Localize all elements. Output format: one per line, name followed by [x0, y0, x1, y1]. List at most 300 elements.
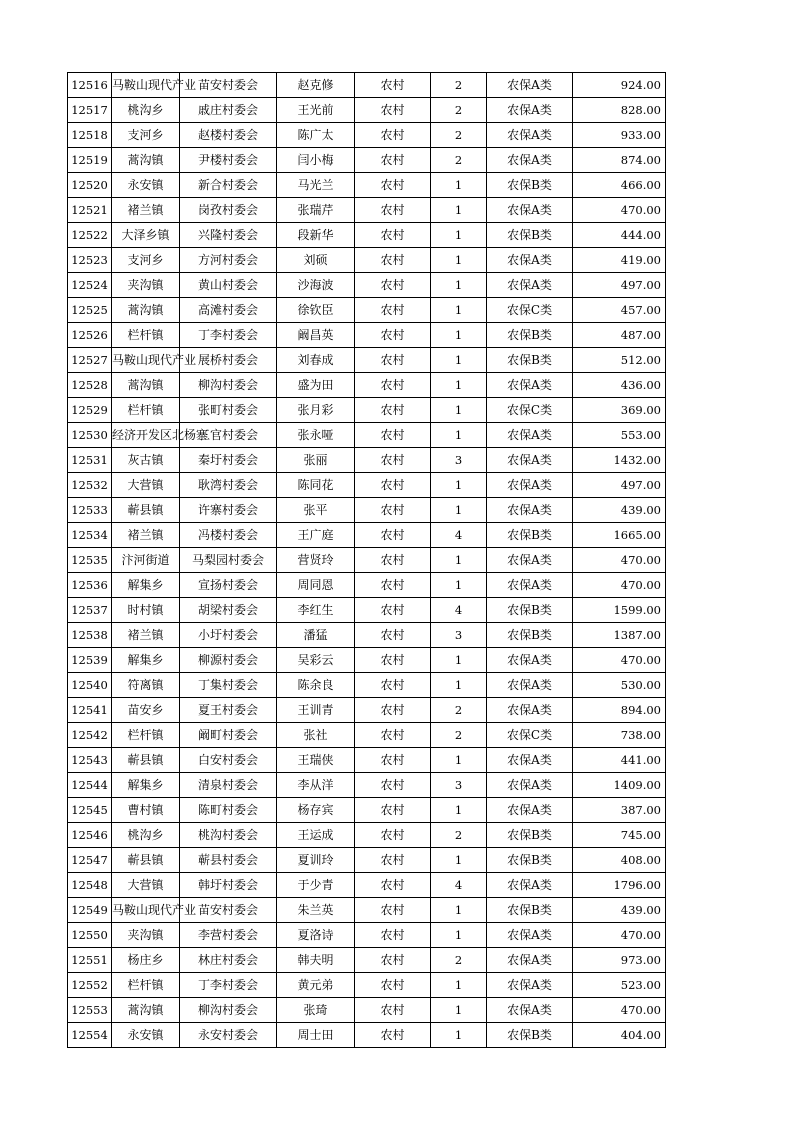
cell-household-count: 4	[431, 523, 487, 548]
cell-household-count: 1	[431, 398, 487, 423]
cell-area-type: 农村	[355, 223, 431, 248]
cell-amount: 497.00	[573, 473, 666, 498]
cell-person-name: 张永哑	[277, 423, 355, 448]
cell-amount: 530.00	[573, 673, 666, 698]
cell-person-name: 周同恩	[277, 573, 355, 598]
cell-insurance-category: 农保A类	[487, 473, 573, 498]
cell-village-committee: 李营村委会	[180, 923, 277, 948]
table-row	[68, 373, 666, 398]
cell-insurance-category: 农保A类	[487, 273, 573, 298]
cell-household-count: 1	[431, 323, 487, 348]
table-row	[68, 773, 666, 798]
cell-household-count: 3	[431, 448, 487, 473]
cell-person-name: 杨存宾	[277, 798, 355, 823]
cell-amount: 874.00	[573, 148, 666, 173]
cell-village-committee: 韩圩村委会	[180, 873, 277, 898]
cell-insurance-category: 农保A类	[487, 423, 573, 448]
cell-insurance-category: 农保C类	[487, 298, 573, 323]
cell-township: 栏杆镇	[112, 323, 180, 348]
cell-household-count: 1	[431, 223, 487, 248]
cell-household-count: 1	[431, 573, 487, 598]
cell-insurance-category: 农保A类	[487, 373, 573, 398]
cell-household-count: 2	[431, 948, 487, 973]
cell-amount: 470.00	[573, 648, 666, 673]
cell-record-id: 12538	[68, 623, 112, 648]
cell-village-committee: 岗孜村委会	[180, 198, 277, 223]
table-row	[68, 723, 666, 748]
cell-area-type: 农村	[355, 748, 431, 773]
cell-person-name: 王广庭	[277, 523, 355, 548]
cell-village-committee: 冯楼村委会	[180, 523, 277, 548]
cell-insurance-category: 农保A类	[487, 98, 573, 123]
cell-township: 解集乡	[112, 573, 180, 598]
cell-person-name: 闫小梅	[277, 148, 355, 173]
cell-area-type: 农村	[355, 773, 431, 798]
cell-person-name: 周士田	[277, 1023, 355, 1048]
cell-record-id: 12542	[68, 723, 112, 748]
cell-record-id: 12536	[68, 573, 112, 598]
cell-village-committee: 宣扬村委会	[180, 573, 277, 598]
cell-area-type: 农村	[355, 998, 431, 1023]
records-table	[67, 72, 666, 1048]
cell-record-id: 12522	[68, 223, 112, 248]
cell-household-count: 4	[431, 873, 487, 898]
cell-amount: 933.00	[573, 123, 666, 148]
table-row	[68, 573, 666, 598]
cell-amount: 523.00	[573, 973, 666, 998]
cell-village-committee: 柳沟村委会	[180, 373, 277, 398]
cell-insurance-category: 农保B类	[487, 323, 573, 348]
cell-insurance-category: 农保A类	[487, 573, 573, 598]
cell-person-name: 陈同花	[277, 473, 355, 498]
cell-area-type: 农村	[355, 323, 431, 348]
cell-insurance-category: 农保A类	[487, 698, 573, 723]
cell-record-id: 12521	[68, 198, 112, 223]
cell-person-name: 阚昌英	[277, 323, 355, 348]
cell-insurance-category: 农保A类	[487, 973, 573, 998]
cell-person-name: 营贤玲	[277, 548, 355, 573]
table-row	[68, 223, 666, 248]
table-row	[68, 998, 666, 1023]
cell-area-type: 农村	[355, 298, 431, 323]
cell-village-committee: 林庄村委会	[180, 948, 277, 973]
cell-amount: 470.00	[573, 998, 666, 1023]
cell-area-type: 农村	[355, 898, 431, 923]
cell-township: 蕲县镇	[112, 748, 180, 773]
cell-amount: 924.00	[573, 73, 666, 98]
cell-record-id: 12527	[68, 348, 112, 373]
cell-township: 马鞍山现代产业	[112, 348, 180, 373]
cell-insurance-category: 农保A类	[487, 448, 573, 473]
table-row	[68, 523, 666, 548]
cell-area-type: 农村	[355, 923, 431, 948]
cell-amount: 497.00	[573, 273, 666, 298]
table-row	[68, 623, 666, 648]
cell-area-type: 农村	[355, 173, 431, 198]
cell-village-committee: 苗安村委会	[180, 898, 277, 923]
cell-amount: 1599.00	[573, 598, 666, 623]
cell-village-committee: 张町村委会	[180, 398, 277, 423]
table-row	[68, 473, 666, 498]
cell-area-type: 农村	[355, 548, 431, 573]
cell-person-name: 张平	[277, 498, 355, 523]
cell-township: 时村镇	[112, 598, 180, 623]
cell-household-count: 1	[431, 273, 487, 298]
cell-village-committee: 黄山村委会	[180, 273, 277, 298]
cell-record-id: 12545	[68, 798, 112, 823]
cell-household-count: 2	[431, 123, 487, 148]
cell-record-id: 12523	[68, 248, 112, 273]
cell-insurance-category: 农保A类	[487, 948, 573, 973]
cell-township: 栏杆镇	[112, 973, 180, 998]
cell-area-type: 农村	[355, 723, 431, 748]
table-row	[68, 873, 666, 898]
cell-household-count: 1	[431, 348, 487, 373]
cell-person-name: 夏训玲	[277, 848, 355, 873]
cell-amount: 404.00	[573, 1023, 666, 1048]
table-row	[68, 848, 666, 873]
cell-household-count: 2	[431, 148, 487, 173]
table-row	[68, 798, 666, 823]
cell-household-count: 1	[431, 673, 487, 698]
cell-record-id: 12541	[68, 698, 112, 723]
table-row	[68, 548, 666, 573]
cell-person-name: 刘春成	[277, 348, 355, 373]
cell-amount: 439.00	[573, 498, 666, 523]
cell-amount: 470.00	[573, 573, 666, 598]
cell-township: 蕲县镇	[112, 848, 180, 873]
cell-township: 桃沟乡	[112, 98, 180, 123]
table-row	[68, 348, 666, 373]
cell-area-type: 农村	[355, 448, 431, 473]
records-body	[68, 73, 666, 1048]
cell-amount: 439.00	[573, 898, 666, 923]
cell-township: 永安镇	[112, 1023, 180, 1048]
cell-record-id: 12540	[68, 673, 112, 698]
table-row	[68, 298, 666, 323]
cell-record-id: 12528	[68, 373, 112, 398]
cell-record-id: 12544	[68, 773, 112, 798]
cell-insurance-category: 农保A类	[487, 648, 573, 673]
cell-person-name: 陈广太	[277, 123, 355, 148]
cell-amount: 1432.00	[573, 448, 666, 473]
cell-record-id: 12529	[68, 398, 112, 423]
cell-insurance-category: 农保B类	[487, 348, 573, 373]
cell-area-type: 农村	[355, 148, 431, 173]
table-row	[68, 148, 666, 173]
cell-person-name: 于少青	[277, 873, 355, 898]
table-row	[68, 823, 666, 848]
cell-household-count: 1	[431, 648, 487, 673]
cell-village-committee: 三官村委会	[180, 423, 277, 448]
cell-person-name: 李从洋	[277, 773, 355, 798]
cell-insurance-category: 农保A类	[487, 73, 573, 98]
cell-township: 褚兰镇	[112, 623, 180, 648]
cell-amount: 408.00	[573, 848, 666, 873]
cell-village-committee: 马梨园村委会	[180, 548, 277, 573]
table-row	[68, 973, 666, 998]
cell-area-type: 农村	[355, 473, 431, 498]
cell-township: 支河乡	[112, 123, 180, 148]
cell-insurance-category: 农保A类	[487, 148, 573, 173]
cell-person-name: 段新华	[277, 223, 355, 248]
cell-township: 褚兰镇	[112, 198, 180, 223]
cell-area-type: 农村	[355, 948, 431, 973]
cell-insurance-category: 农保A类	[487, 248, 573, 273]
cell-village-committee: 柳沟村委会	[180, 998, 277, 1023]
cell-amount: 1796.00	[573, 873, 666, 898]
cell-record-id: 12546	[68, 823, 112, 848]
cell-person-name: 刘硕	[277, 248, 355, 273]
cell-insurance-category: 农保A类	[487, 873, 573, 898]
cell-township: 蒿沟镇	[112, 148, 180, 173]
cell-township: 大泽乡镇	[112, 223, 180, 248]
cell-record-id: 12530	[68, 423, 112, 448]
cell-amount: 441.00	[573, 748, 666, 773]
cell-township: 马鞍山现代产业	[112, 73, 180, 98]
cell-household-count: 2	[431, 98, 487, 123]
cell-insurance-category: 农保B类	[487, 173, 573, 198]
cell-village-committee: 丁李村委会	[180, 973, 277, 998]
cell-person-name: 盛为田	[277, 373, 355, 398]
cell-amount: 387.00	[573, 798, 666, 823]
cell-insurance-category: 农保A类	[487, 548, 573, 573]
cell-township: 汴河街道	[112, 548, 180, 573]
cell-record-id: 12524	[68, 273, 112, 298]
cell-amount: 470.00	[573, 923, 666, 948]
cell-person-name: 张琦	[277, 998, 355, 1023]
cell-person-name: 张丽	[277, 448, 355, 473]
cell-area-type: 农村	[355, 1023, 431, 1048]
cell-area-type: 农村	[355, 598, 431, 623]
cell-record-id: 12554	[68, 1023, 112, 1048]
cell-person-name: 李红生	[277, 598, 355, 623]
table-row	[68, 273, 666, 298]
cell-amount: 444.00	[573, 223, 666, 248]
cell-township: 支河乡	[112, 248, 180, 273]
cell-amount: 894.00	[573, 698, 666, 723]
table-row	[68, 98, 666, 123]
cell-area-type: 农村	[355, 398, 431, 423]
table-row	[68, 698, 666, 723]
cell-area-type: 农村	[355, 98, 431, 123]
cell-amount: 369.00	[573, 398, 666, 423]
cell-village-committee: 耿湾村委会	[180, 473, 277, 498]
cell-household-count: 1	[431, 848, 487, 873]
cell-area-type: 农村	[355, 373, 431, 398]
cell-insurance-category: 农保A类	[487, 798, 573, 823]
cell-amount: 1665.00	[573, 523, 666, 548]
cell-household-count: 1	[431, 248, 487, 273]
cell-village-committee: 清泉村委会	[180, 773, 277, 798]
cell-record-id: 12553	[68, 998, 112, 1023]
cell-person-name: 朱兰英	[277, 898, 355, 923]
cell-village-committee: 展桥村委会	[180, 348, 277, 373]
cell-area-type: 农村	[355, 498, 431, 523]
cell-household-count: 1	[431, 473, 487, 498]
cell-area-type: 农村	[355, 123, 431, 148]
cell-amount: 1387.00	[573, 623, 666, 648]
cell-record-id: 12535	[68, 548, 112, 573]
cell-insurance-category: 农保A类	[487, 923, 573, 948]
cell-insurance-category: 农保A类	[487, 773, 573, 798]
table-row	[68, 598, 666, 623]
cell-township: 蒿沟镇	[112, 373, 180, 398]
cell-area-type: 农村	[355, 823, 431, 848]
cell-household-count: 2	[431, 73, 487, 98]
table-row	[68, 323, 666, 348]
cell-insurance-category: 农保B类	[487, 898, 573, 923]
cell-area-type: 农村	[355, 348, 431, 373]
cell-person-name: 王运成	[277, 823, 355, 848]
cell-amount: 512.00	[573, 348, 666, 373]
cell-area-type: 农村	[355, 248, 431, 273]
cell-insurance-category: 农保A类	[487, 123, 573, 148]
cell-record-id: 12537	[68, 598, 112, 623]
cell-area-type: 农村	[355, 673, 431, 698]
cell-insurance-category: 农保A类	[487, 673, 573, 698]
cell-area-type: 农村	[355, 848, 431, 873]
cell-amount: 738.00	[573, 723, 666, 748]
cell-village-committee: 柳源村委会	[180, 648, 277, 673]
cell-person-name: 马光兰	[277, 173, 355, 198]
table-row	[68, 423, 666, 448]
cell-household-count: 3	[431, 623, 487, 648]
cell-record-id: 12543	[68, 748, 112, 773]
cell-person-name: 王光前	[277, 98, 355, 123]
cell-person-name: 王瑞侠	[277, 748, 355, 773]
cell-area-type: 农村	[355, 523, 431, 548]
cell-township: 栏杆镇	[112, 398, 180, 423]
cell-amount: 828.00	[573, 98, 666, 123]
cell-person-name: 黄元弟	[277, 973, 355, 998]
cell-record-id: 12517	[68, 98, 112, 123]
cell-township: 曹村镇	[112, 798, 180, 823]
table-row	[68, 248, 666, 273]
table-row	[68, 498, 666, 523]
cell-household-count: 2	[431, 823, 487, 848]
cell-insurance-category: 农保B类	[487, 598, 573, 623]
cell-record-id: 12550	[68, 923, 112, 948]
cell-village-committee: 小圩村委会	[180, 623, 277, 648]
cell-person-name: 张瑞芹	[277, 198, 355, 223]
cell-village-committee: 丁集村委会	[180, 673, 277, 698]
cell-village-committee: 胡梁村委会	[180, 598, 277, 623]
cell-person-name: 陈余良	[277, 673, 355, 698]
cell-record-id: 12531	[68, 448, 112, 473]
cell-record-id: 12532	[68, 473, 112, 498]
cell-amount: 419.00	[573, 248, 666, 273]
cell-household-count: 1	[431, 1023, 487, 1048]
cell-household-count: 1	[431, 548, 487, 573]
cell-amount: 487.00	[573, 323, 666, 348]
cell-area-type: 农村	[355, 648, 431, 673]
cell-village-committee: 陈町村委会	[180, 798, 277, 823]
cell-township: 解集乡	[112, 648, 180, 673]
cell-township: 解集乡	[112, 773, 180, 798]
cell-household-count: 1	[431, 998, 487, 1023]
cell-village-committee: 阚町村委会	[180, 723, 277, 748]
table-row	[68, 123, 666, 148]
table-row	[68, 748, 666, 773]
cell-township: 苗安乡	[112, 698, 180, 723]
cell-record-id: 12525	[68, 298, 112, 323]
table-row	[68, 73, 666, 98]
cell-township: 马鞍山现代产业	[112, 898, 180, 923]
cell-record-id: 12552	[68, 973, 112, 998]
cell-township: 经济开发区北杨寨	[112, 423, 180, 448]
cell-township: 灰古镇	[112, 448, 180, 473]
cell-amount: 973.00	[573, 948, 666, 973]
cell-village-committee: 戚庄村委会	[180, 98, 277, 123]
cell-household-count: 1	[431, 373, 487, 398]
cell-household-count: 1	[431, 198, 487, 223]
cell-record-id: 12534	[68, 523, 112, 548]
cell-household-count: 4	[431, 598, 487, 623]
cell-record-id: 12551	[68, 948, 112, 973]
cell-village-committee: 丁李村委会	[180, 323, 277, 348]
cell-township: 符离镇	[112, 673, 180, 698]
cell-person-name: 赵克修	[277, 73, 355, 98]
cell-household-count: 1	[431, 423, 487, 448]
table-row	[68, 923, 666, 948]
table-row	[68, 173, 666, 198]
cell-village-committee: 尹楼村委会	[180, 148, 277, 173]
table-row	[68, 898, 666, 923]
cell-household-count: 1	[431, 973, 487, 998]
cell-village-committee: 蕲县村委会	[180, 848, 277, 873]
cell-person-name: 潘猛	[277, 623, 355, 648]
cell-township: 蕲县镇	[112, 498, 180, 523]
cell-area-type: 农村	[355, 623, 431, 648]
cell-township: 栏杆镇	[112, 723, 180, 748]
cell-area-type: 农村	[355, 198, 431, 223]
cell-record-id: 12526	[68, 323, 112, 348]
cell-household-count: 1	[431, 798, 487, 823]
cell-township: 永安镇	[112, 173, 180, 198]
cell-insurance-category: 农保B类	[487, 1023, 573, 1048]
cell-insurance-category: 农保C类	[487, 723, 573, 748]
table-row	[68, 198, 666, 223]
cell-insurance-category: 农保A类	[487, 498, 573, 523]
cell-person-name: 沙海波	[277, 273, 355, 298]
cell-insurance-category: 农保A类	[487, 198, 573, 223]
cell-township: 大营镇	[112, 873, 180, 898]
cell-record-id: 12520	[68, 173, 112, 198]
cell-insurance-category: 农保A类	[487, 998, 573, 1023]
cell-household-count: 1	[431, 923, 487, 948]
cell-township: 大营镇	[112, 473, 180, 498]
cell-village-committee: 新合村委会	[180, 173, 277, 198]
cell-person-name: 韩夫明	[277, 948, 355, 973]
cell-village-committee: 许寨村委会	[180, 498, 277, 523]
cell-amount: 553.00	[573, 423, 666, 448]
cell-record-id: 12519	[68, 148, 112, 173]
table-row	[68, 448, 666, 473]
cell-township: 褚兰镇	[112, 523, 180, 548]
cell-person-name: 夏洛诗	[277, 923, 355, 948]
cell-amount: 457.00	[573, 298, 666, 323]
table-row	[68, 648, 666, 673]
cell-township: 桃沟乡	[112, 823, 180, 848]
cell-household-count: 1	[431, 173, 487, 198]
cell-village-committee: 秦圩村委会	[180, 448, 277, 473]
cell-person-name: 张月彩	[277, 398, 355, 423]
cell-amount: 470.00	[573, 548, 666, 573]
cell-record-id: 12549	[68, 898, 112, 923]
cell-township: 杨庄乡	[112, 948, 180, 973]
cell-village-committee: 夏王村委会	[180, 698, 277, 723]
